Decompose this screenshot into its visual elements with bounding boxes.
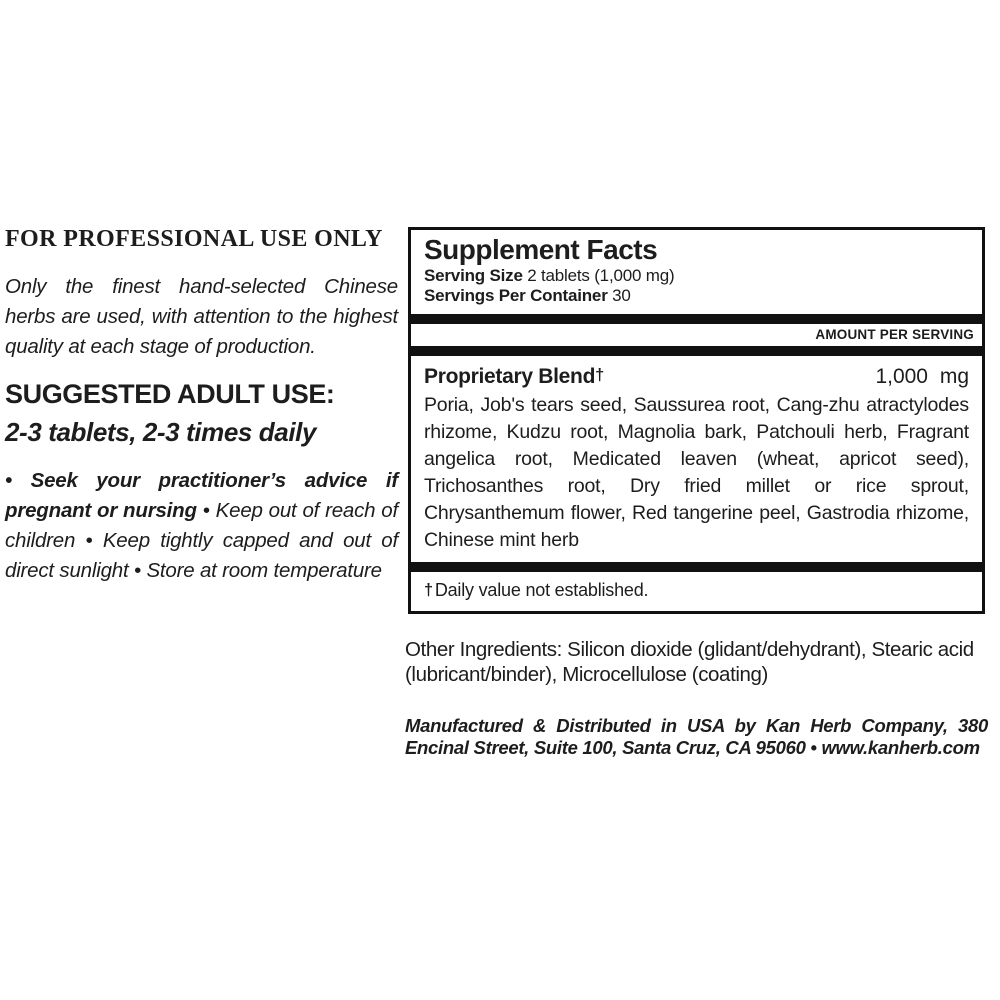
divider-bar [411,314,982,324]
blend-ingredients-list: Poria, Job's tears seed, Saussurea root, Cang-zhu atractylodes rhizome, Kudzu root, Magnolia bark, Patchouli herb, Fragrant angelica root, Medicated leaven (wheat, apricot seed), Trichosanthes root, Dry fried millet or rice sprout, Chrysanthemum flower, Red tangerine peel, Gastrodia rhizome, Chinese mint herb [424,394,969,551]
proprietary-blend-row [424,360,969,392]
left-column [5,226,398,586]
servings-per-container-label: Servings Per Container [424,286,608,305]
daily-value-footnote [411,572,982,611]
precautions-bold-segment: • Seek your practitioner’s advice if pregnant or nursing [5,469,398,522]
serving-size-row [424,266,969,286]
divider-bar [411,562,982,572]
precautions-paragraph [5,466,398,586]
proprietary-blend-section [411,356,982,562]
divider-bar [411,346,982,356]
supplement-facts-title: Supplement Facts [424,234,658,265]
manufacturer-distribution-text: Manufactured & Distributed in USA by Kan Herb Company, 380 Encinal Street, Suite 100, Santa Cruz, CA 95060 • www.kanherb.com [405,715,988,758]
serving-size-label: Serving Size [424,266,523,285]
dagger-symbol: † [595,366,604,384]
servings-per-container-row [424,286,969,306]
panel-header-section [411,230,982,314]
dosage-line: 2-3 tablets, 2-3 times daily [5,417,317,447]
supplement-facts-panel [408,227,985,614]
suggested-use-heading: SUGGESTED ADULT USE: [5,379,335,409]
serving-size-value: 2 tablets (1,000 mg) [527,266,675,285]
quality-statement: Only the finest hand-selected Chinese herbs are used, with attention to the highest quality at each stage of production. [5,275,398,358]
professional-use-heading: FOR PROFESSIONAL USE ONLY [5,226,383,252]
blend-name-text: Proprietary Blend [424,365,596,388]
other-ingredients-text: Other Ingredients: Silicon dioxide (glidant/dehydrant), Stearic acid (lubricant/binder), Microcellulose (coating) [405,638,974,686]
amount-per-serving-header: AMOUNT PER SERVING [815,327,974,342]
dagger-symbol: † [424,581,433,599]
servings-per-container-value: 30 [612,286,631,305]
blend-name [424,360,604,392]
precautions-regular-segment: • Keep out of reach of children • Keep tightly capped and out of direct sunlight • Store at room temperature [5,499,398,582]
blend-amount: 1,000 mg [875,365,969,388]
footnote-text: Daily value not established. [434,580,649,600]
